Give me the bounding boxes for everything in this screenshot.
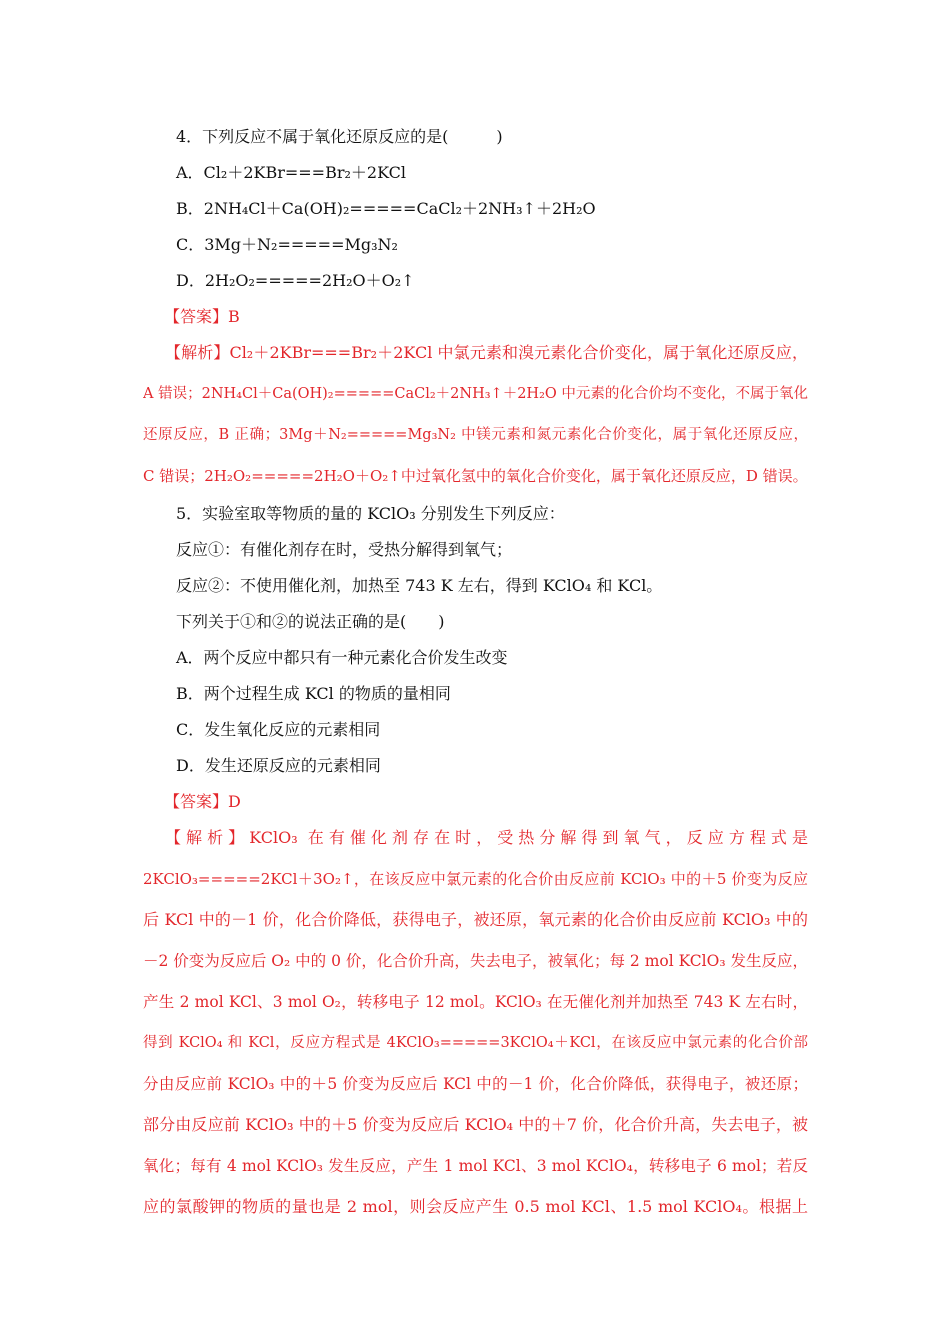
- q4-option-a: A．Cl₂＋2KBr===Br₂＋2KCl: [176, 163, 406, 182]
- q5-analysis-line: 2KClO₃=====2KCl＋3O₂↑，在该反应中氯元素的化合价由反应前 KClO₃ 中的＋5 价变为反应: [143, 870, 808, 888]
- q5-reaction-2: 反应②：不使用催化剂，加热至 743 K 左右，得到 KClO₄ 和 KCl。: [176, 576, 663, 595]
- q4-analysis-line: 【解析】Cl₂＋2KBr===Br₂＋2KCl 中氯元素和溴元素化合价变化，属于氧化还原反应，: [165, 343, 808, 362]
- q5-stem: 5．实验室取等物质的量的 KClO₃ 分别发生下列反应：: [176, 504, 565, 523]
- q4-answer: 【答案】B: [164, 307, 240, 326]
- q5-analysis-line: 部分由反应前 KClO₃ 中的＋5 价变为反应后 KClO₄ 中的＋7 价，化合价升高，失去电子，被: [143, 1115, 808, 1134]
- q5-analysis-line: 得到 KClO₄ 和 KCl，反应方程式是 4KClO₃=====3KClO₄＋KCl，在该反应中氯元素的化合价部: [143, 1035, 808, 1051]
- q5-analysis-line: 后 KCl 中的－1 价，化合价降低，获得电子，被还原，氧元素的化合价由反应前 KClO₃ 中的: [143, 910, 808, 929]
- q4-stem: 4．下列反应不属于氧化还原反应的是( ): [176, 127, 503, 146]
- q5-analysis-line: －2 价变为反应后 O₂ 中的 0 价，化合价升高，失去电子，被氧化；每 2 mol KClO₃ 发生反应，: [143, 952, 808, 970]
- q5-analysis-line: 应的氯酸钾的物质的量也是 2 mol，则会反应产生 0.5 mol KCl、1.5 mol KClO₄。根据上: [143, 1197, 808, 1216]
- q5-option-c: C．发生氧化反应的元素相同: [176, 720, 381, 739]
- q5-analysis-line: 分由反应前 KClO₃ 中的＋5 价变为反应后 KCl 中的－1 价，化合价降低，获得电子，被还原；: [143, 1075, 808, 1093]
- q4-analysis: [143, 341, 808, 505]
- q5-analysis-line: 氧化；每有 4 mol KClO₃ 发生反应，产生 1 mol KCl、3 mol KClO₄，转移电子 6 mol；若反: [143, 1157, 808, 1175]
- q5-analysis: [143, 826, 808, 1236]
- q4-option-c: C．3Mg＋N₂=====Mg₃N₂: [176, 235, 398, 254]
- q4-option-b: B．2NH₄Cl＋Ca(OH)₂=====CaCl₂＋2NH₃↑＋2H₂O: [176, 199, 596, 218]
- q4-analysis-line: C 错误；2H₂O₂=====2H₂O＋O₂↑中过氧化氢中的氧化合价变化，属于氧化还原反应，D 错误。: [143, 467, 808, 485]
- q5-option-d: D．发生还原反应的元素相同: [176, 756, 381, 775]
- q5-analysis-line: 【解析】KClO₃ 在有催化剂存在时，受热分解得到氧气，反应方程式是: [165, 828, 808, 847]
- q5-analysis-line: 产生 2 mol KCl、3 mol O₂，转移电子 12 mol。KClO₃ 在无催化剂并加热至 743 K 左右时，: [143, 993, 808, 1011]
- q5-option-b: B．两个过程生成 KCl 的物质的量相同: [176, 684, 451, 703]
- q5-reaction-1: 反应①：有催化剂存在时，受热分解得到氧气；: [176, 540, 513, 559]
- q5-question: 下列关于①和②的说法正确的是( ): [176, 612, 445, 631]
- q4-analysis-line: 还原反应，B 正确；3Mg＋N₂=====Mg₃N₂ 中镁元素和氮元素化合价变化，属于氧化还原反应，: [143, 427, 808, 443]
- q4-option-d: D．2H₂O₂=====2H₂O＋O₂↑: [176, 271, 415, 290]
- q4-analysis-line: A 错误；2NH₄Cl＋Ca(OH)₂=====CaCl₂＋2NH₃↑＋2H₂O 中元素的化合价均不变化，不属于氧化: [143, 386, 808, 402]
- q5-option-a: A．两个反应中都只有一种元素化合价发生改变: [176, 648, 508, 667]
- q5-answer: 【答案】D: [164, 792, 241, 811]
